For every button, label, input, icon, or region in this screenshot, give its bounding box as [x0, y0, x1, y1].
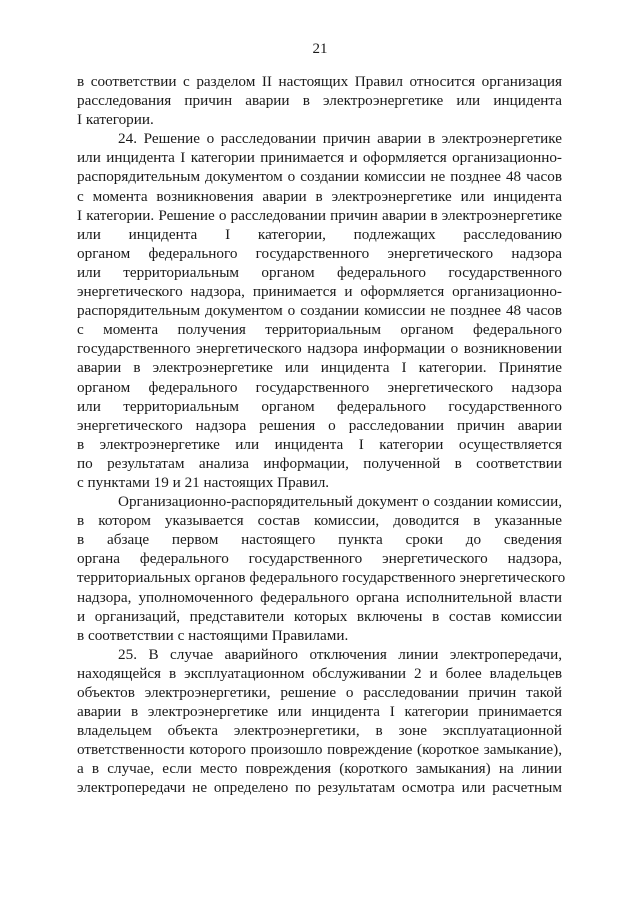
text-line: владельцем объекта электроэнергетики, в зоне эксплуатационной	[77, 722, 562, 740]
text-line: 24. Решение о расследовании причин аварии в электроэнергетике	[118, 130, 562, 148]
text-line: или инцидента I категории, подлежащих расследованию	[77, 225, 562, 243]
text-line: в котором указывается состав комиссии, доводится в указанные	[77, 512, 562, 530]
text-line: в электроэнергетике или инцидента I категории осуществляется	[77, 435, 562, 453]
text-line: органом федерального государственного энергетического надзора	[77, 244, 562, 262]
text-line: или территориальным органом федерального государственного	[77, 263, 562, 281]
text-line: государственного энергетического надзора информации о возникновении	[77, 340, 562, 358]
text-line: I категории. Решение о расследовании причин аварии в электроэнергетике	[77, 206, 562, 224]
text-line: органом федерального государственного энергетического надзора	[77, 378, 562, 396]
text-line: с момента возникновения аварии в электроэнергетике или инцидента	[77, 187, 562, 205]
text-line: распорядительным документом о создании комиссии не позднее 48 часов	[77, 168, 562, 186]
page-number: 21	[312, 41, 328, 57]
text-line: аварии в электроэнергетике или инцидента I категории принимается	[77, 703, 562, 721]
text-line: аварии в электроэнергетике или инцидента I категории. Принятие	[77, 359, 562, 377]
text-line: расследования причин аварии в электроэнергетике или инцидента	[77, 92, 562, 110]
text-line: надзора, уполномоченного федерального органа исполнительной власти	[77, 588, 562, 606]
text-line: или территориальным органом федерального государственного	[77, 397, 562, 415]
text-line: распорядительным документом о создании комиссии не позднее 48 часов	[77, 302, 562, 320]
text-line: энергетического надзора, принимается и оформляется организационно-	[77, 283, 562, 301]
text-line: объектов электроэнергетики, решение о расследовании причин такой	[77, 684, 562, 701]
text-line: в соответствии с настоящими Правилами.	[77, 626, 349, 644]
text-line: по результатам анализа информации, полученной в соответствии	[77, 454, 562, 472]
text-line: территориальных органов федерального государственного энергетического	[77, 569, 566, 587]
text-line: в соответствии с разделом II настоящих Правил относится организация	[77, 73, 562, 90]
text-line: с момента получения территориальным органом федерального	[77, 321, 562, 339]
text-line: электропередачи не определено по результатам осмотра или расчетным	[77, 779, 562, 797]
text-line: с пунктами 19 и 21 настоящих Правил.	[77, 473, 330, 491]
document-body	[77, 72, 566, 798]
text-line: энергетического надзора решения о расследовании причин аварии	[77, 416, 562, 434]
text-line: ответственности которого произошло повреждение (короткое замыкание),	[77, 741, 562, 759]
paragraph	[77, 492, 566, 645]
text-line: органа федерального государственного энергетического надзора,	[77, 550, 562, 568]
text-line: или инцидента I категории принимается и оформляется организационно-	[77, 149, 562, 167]
text-line: I категории.	[77, 111, 154, 129]
text-line: а в случае, если место повреждения (короткого замыкания) на линии	[77, 760, 562, 778]
text-line: 25. В случае аварийного отключения линии электропередачи,	[118, 645, 562, 663]
text-line: находящейся в эксплуатационном обслуживании 2 и более владельцев	[77, 664, 562, 682]
text-line: в абзаце первом настоящего пункта сроки до сведения	[77, 531, 562, 549]
text-line: и организаций, представители которых включены в состав комиссии	[77, 607, 562, 625]
paragraph	[77, 645, 562, 798]
paragraph	[77, 72, 562, 129]
paragraph	[77, 129, 562, 492]
text-line: Организационно-распорядительный документ о создании комиссии,	[118, 493, 562, 511]
